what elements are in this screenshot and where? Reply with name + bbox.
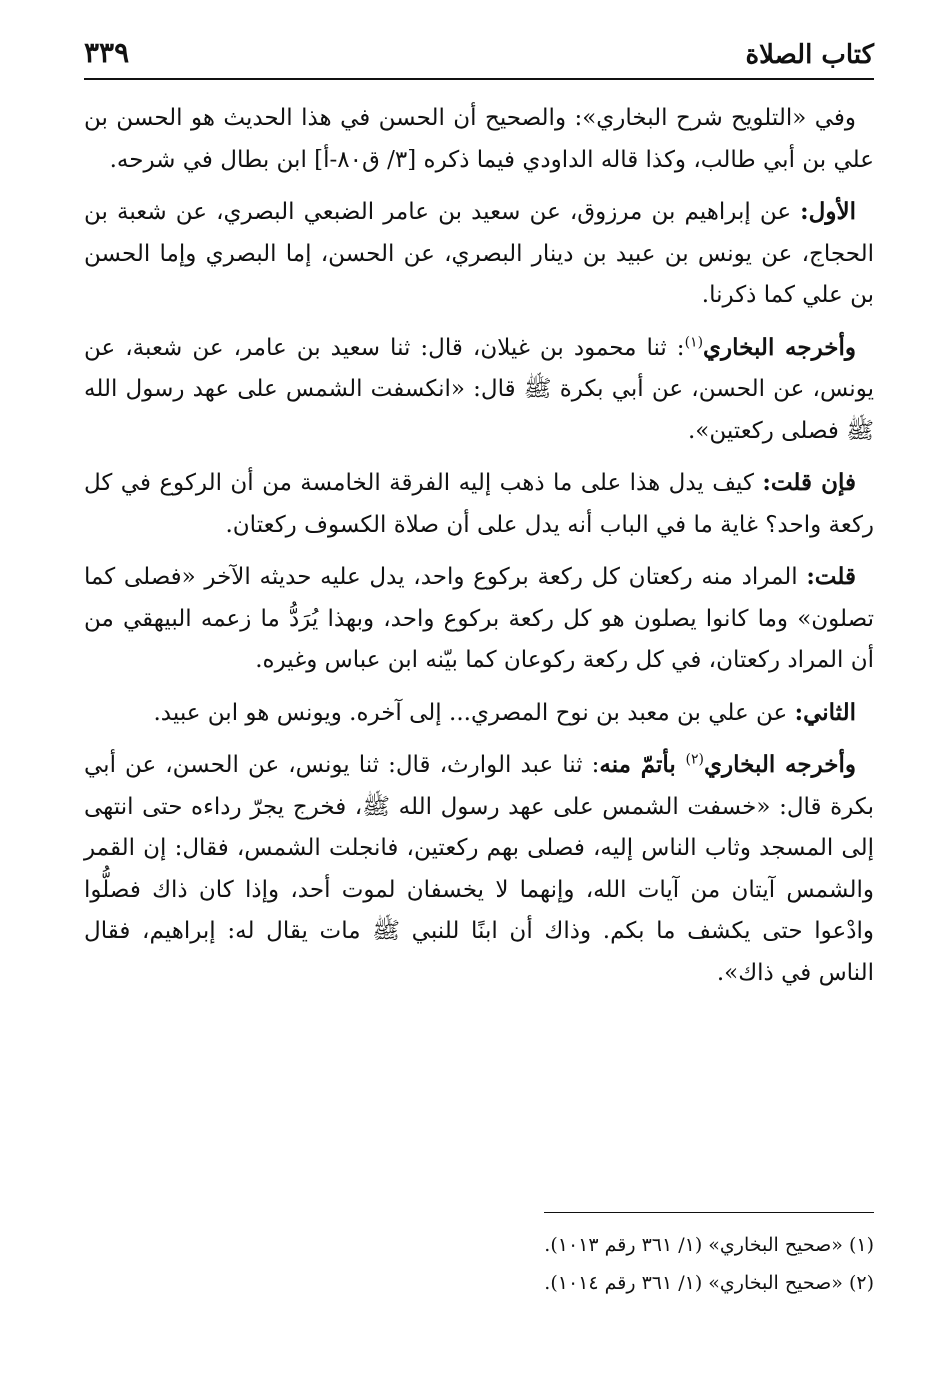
paragraph-second-chain	[84, 692, 874, 735]
paragraph-first-chain	[84, 191, 874, 317]
main-text	[84, 98, 874, 994]
running-header	[84, 30, 874, 80]
page-number: ٣٣٩	[84, 36, 130, 69]
paragraph-text: وفي «التلويح شرح البخاري»: والصحيح أن الحسن في هذا الحديث هو الحسن بن علي بن أبي طالب، وكذا قاله الداودي فيما ذكره [٣/ ق٨٠-أ] ابن بطال في شرحه.	[84, 105, 874, 173]
paragraph-intro	[84, 98, 874, 181]
paragraph-bukhari-1	[84, 327, 874, 453]
book-title: كتاب الصلاة	[745, 40, 874, 70]
paragraph-lead: فإن قلت:	[762, 469, 857, 496]
footnote-marker[interactable]: (١)	[684, 333, 704, 350]
footnote-divider	[544, 1212, 874, 1213]
paragraph-text: : ثنا محمود بن غيلان، قال: ثنا سعيد بن عامر، عن شعبة، عن يونس، عن الحسن، عن أبي بكرة ﷺ قال: «انكسفت الشمس على عهد رسول الله ﷺ فصلى ركعتين».	[84, 334, 874, 444]
paragraph-lead: الثاني:	[794, 698, 856, 726]
paragraph-lead: وأخرجه البخاري	[704, 751, 856, 778]
paragraph-lead: الأول:	[800, 198, 856, 225]
footnote-item: (١) «صحيح البخاري» (١/ ٣٦١ رقم ١٠١٣).	[544, 1234, 874, 1256]
paragraph-answer	[84, 556, 874, 682]
footnotes	[84, 1226, 874, 1302]
book-page	[84, 30, 874, 1350]
paragraph-text: المراد منه ركعتان كل ركعة بركوع واحد، يدل عليه حديثه الآخر «فصلى كما تصلون» وما كانوا يصلون هو كل ركعة بركوع واحد، وبهذا يُرَدُّ ما زعمه البيهقي من أن المراد ركعتان، في كل ركعة ركوعان كما بيّنه ابن عباس وغيره.	[84, 564, 874, 673]
footnote-marker[interactable]: (٢)	[685, 751, 705, 768]
paragraph-lead: قلت:	[806, 563, 856, 590]
paragraph-text: عن علي بن معبد بن نوح المصري... إلى آخره. ويونس هو ابن عبيد.	[153, 699, 795, 726]
paragraph-question	[84, 462, 874, 546]
paragraph-text: كيف يدل هذا على ما ذهب إليه الفرقة الخامسة من أن الركوع في كل ركعة واحد؟ غاية ما في الباب أنه يدل على أن صلاة الكسوف ركعتان.	[84, 470, 874, 538]
paragraph-lead-secondary: بأتمّ منه	[599, 751, 686, 778]
paragraph-bukhari-2	[84, 744, 874, 994]
paragraph-text: عن إبراهيم بن مرزوق، عن سعيد بن عامر الضبعي البصري، عن شعبة بن الحجاج، عن يونس بن عبيد بن دينار البصري، عن الحسن، إما البصري وإما الحسن بن علي كما ذكرنا.	[84, 199, 874, 308]
paragraph-lead: وأخرجه البخاري	[703, 333, 856, 361]
paragraph-text: : ثنا عبد الوارث، قال: ثنا يونس، عن الحسن، عن أبي بكرة قال: «خسفت الشمس على عهد رسول الله ﷺ، فخرج يجرّ رداءه حتى انتهى إلى المسجد وثاب الناس إليه، فصلى بهم ركعتين، فانجلت الشمس، فقال: إن القمر والشمس آيتان من آيات الله، وإنهما لا يخسفان لموت أحد، وإذا كان ذاك فصلُّوا وادْعوا حتى يكشف ما بكم. وذاك أن ابنًا للنبي ﷺ مات يقال له: إبراهيم، فقال الناس في ذاك».	[84, 752, 874, 986]
footnote-item: (٢) «صحيح البخاري» (١/ ٣٦١ رقم ١٠١٤).	[544, 1272, 874, 1294]
